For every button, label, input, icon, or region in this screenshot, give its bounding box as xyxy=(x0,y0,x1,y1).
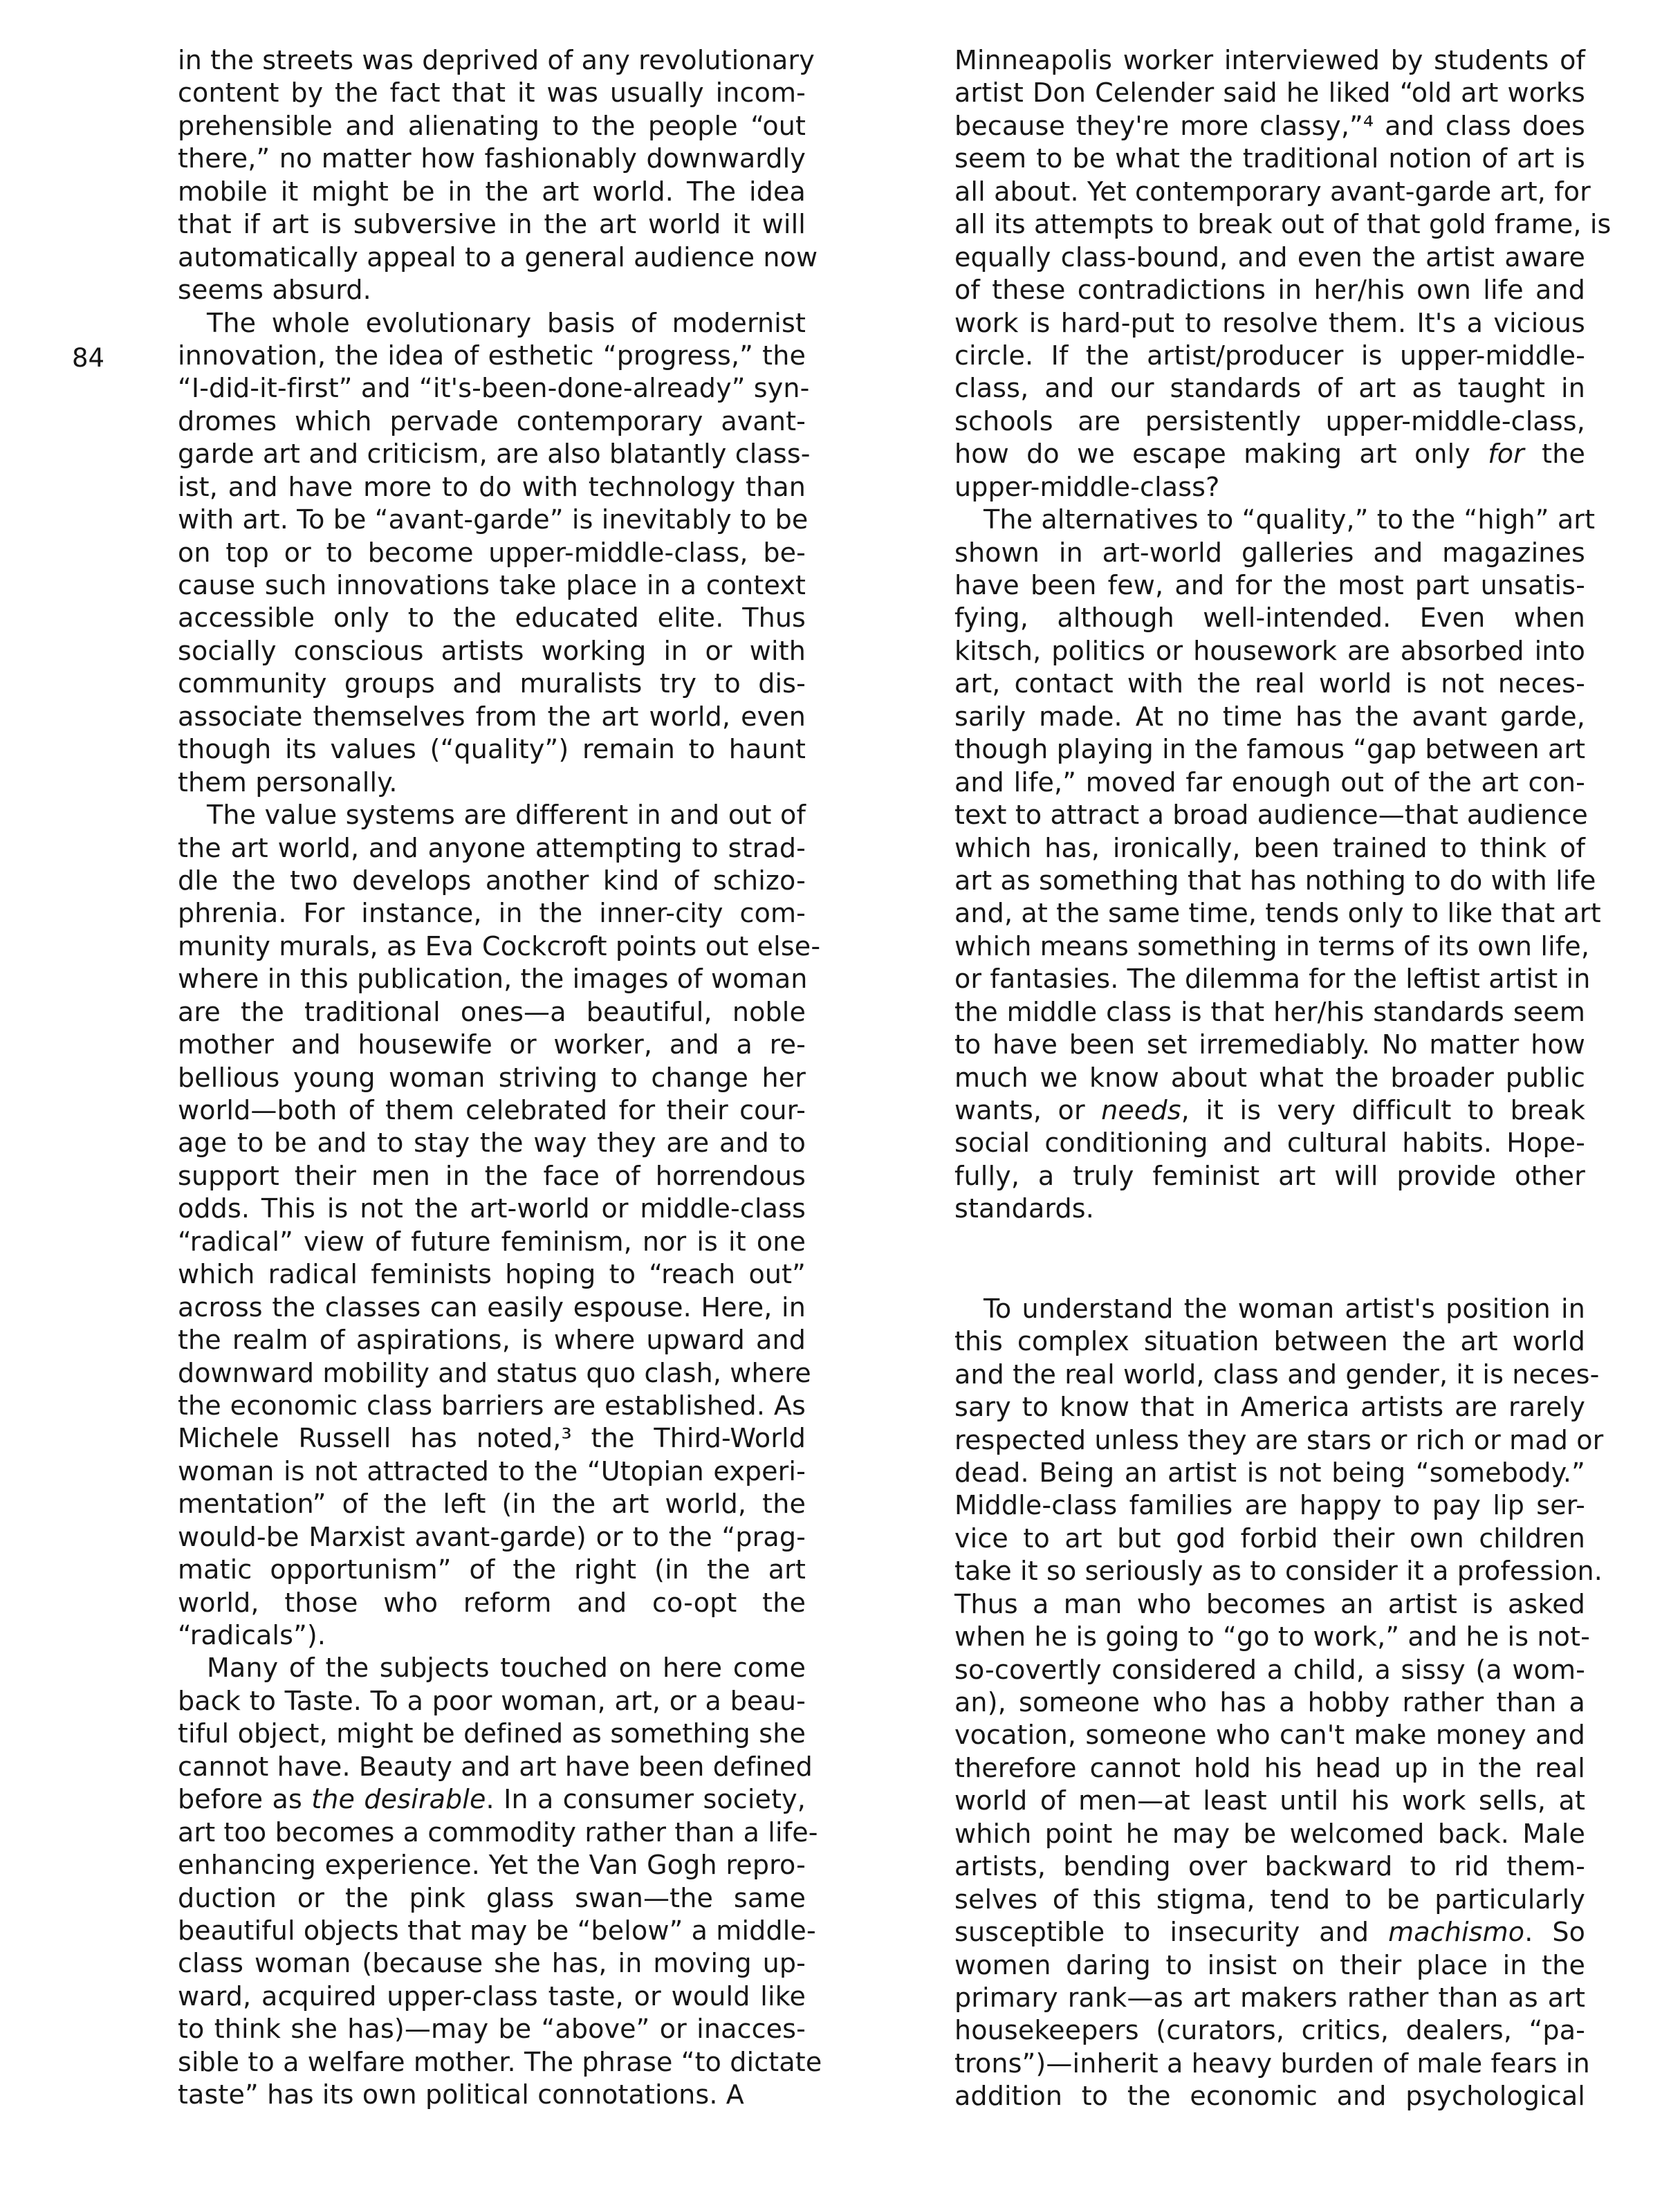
text-line: “I-did-it-first” and “it's-been-done-already” syn- xyxy=(178,373,810,404)
text-line: mobile it might be in the art world. The idea xyxy=(178,176,806,207)
text-line: vice to art but god forbid their own children xyxy=(954,1522,1585,1554)
text-line: of these contradictions in her/his own life and xyxy=(954,275,1585,306)
text-line: art, contact with the real world is not neces- xyxy=(954,668,1585,699)
text-line: or fantasies. The dilemma for the leftist artist in xyxy=(954,964,1591,995)
text-line: “radicals”). xyxy=(178,1620,326,1650)
text-line: before as the desirable. In a consumer society, xyxy=(178,1784,806,1815)
text-line: enhancing experience. Yet the Van Gogh repro- xyxy=(178,1850,806,1881)
text-line: duction or the pink glass swan—the same xyxy=(178,1882,806,1913)
text-line: automatically appeal to a general audience now xyxy=(178,241,818,273)
text-line: because they're more classy,”⁴ and class does xyxy=(954,110,1585,141)
text-line: “radical” view of future feminism, nor is it one xyxy=(178,1226,806,1257)
text-line: therefore cannot hold his head up in the real xyxy=(954,1752,1585,1783)
text-line: woman is not attracted to the “Utopian experi- xyxy=(178,1455,806,1487)
text-line: sible to a welfare mother. The phrase “to dictate xyxy=(178,2046,822,2077)
text-line: odds. This is not the art-world or middle-class xyxy=(178,1193,806,1224)
text-line: munity murals, as Eva Cockcroft points out else- xyxy=(178,930,821,961)
text-line: selves of this stigma, tend to be particularly xyxy=(954,1884,1585,1915)
text-line: ward, acquired upper-class taste, or would like xyxy=(178,1980,806,2012)
text-line: all its attempts to break out of that gold frame, is xyxy=(954,209,1612,240)
text-line: which has, ironically, been trained to think of xyxy=(954,832,1585,863)
text-line: kitsch, politics or housework are absorbed into xyxy=(954,635,1585,666)
text-line: taste” has its own political connotations. A xyxy=(178,2079,744,2110)
text-line: vocation, someone who can't make money and xyxy=(954,1720,1585,1751)
text-line: back to Taste. To a poor woman, art, or a beau- xyxy=(178,1685,806,1716)
left-text-column xyxy=(178,44,822,2112)
section-break xyxy=(954,1226,1585,1293)
text-line: an), someone who has a hobby rather than a xyxy=(954,1687,1585,1718)
text-line: art as something that has nothing to do with life xyxy=(954,865,1596,896)
text-line: world of men—at least until his work sells, at xyxy=(954,1785,1585,1816)
text-line: Middle-class families are happy to pay lip ser- xyxy=(954,1490,1585,1521)
text-line: that if art is subversive in the art world it will xyxy=(178,209,806,240)
text-line: ist, and have more to do with technology than xyxy=(178,471,806,502)
text-line: primary rank—as art makers rather than as art xyxy=(954,1982,1585,2013)
text-line: support their men in the face of horrendous xyxy=(178,1160,806,1191)
text-line: with art. To be “avant-garde” is inevitably to be xyxy=(178,504,809,535)
text-line: to think she has)—may be “above” or inacces- xyxy=(178,2014,806,2045)
text-line: which means something in terms of its own life, xyxy=(954,930,1590,961)
text-line: how do we escape making art only for the xyxy=(954,439,1585,470)
text-line: The value systems are different in and out of xyxy=(207,800,806,831)
text-line: Thus a man who becomes an artist is asked xyxy=(954,1588,1585,1619)
text-line: upper-middle-class? xyxy=(954,471,1220,502)
text-line: are the traditional ones—a beautiful, noble xyxy=(178,996,806,1027)
text-line: tiful object, might be defined as something she xyxy=(178,1718,806,1749)
text-line: Michele Russell has noted,³ the Third-World xyxy=(178,1423,806,1454)
text-line: where in this publication, the images of woman xyxy=(178,964,808,995)
text-line: on top or to become upper-middle-class, be- xyxy=(178,537,806,568)
text-line: to have been set irremediably. No matter how xyxy=(954,1029,1585,1060)
text-line: class woman (because she has, in moving up- xyxy=(178,1948,806,1979)
text-line: fully, a truly feminist art will provide other xyxy=(954,1160,1585,1191)
text-line: all about. Yet contemporary avant-garde art, for xyxy=(954,176,1591,207)
page-number: 84 xyxy=(72,343,105,373)
text-line: matic opportunism” of the right (in the art xyxy=(178,1554,806,1585)
text-line: so-covertly considered a child, a sissy (a wom- xyxy=(954,1654,1585,1685)
text-line: artist Don Celender said he liked “old art works xyxy=(954,77,1585,109)
text-line: innovation, the idea of esthetic “progress,” the xyxy=(178,340,806,371)
text-line: dle the two develops another kind of schizo- xyxy=(178,865,806,896)
text-line: work is hard-put to resolve them. It's a vicious xyxy=(954,307,1585,338)
text-line: cannot have. Beauty and art have been defined xyxy=(178,1751,813,1782)
text-line: housekeepers (curators, critics, dealers, “pa- xyxy=(954,2015,1585,2046)
text-line: accessible only to the educated elite. Thus xyxy=(178,602,806,634)
text-line: socially conscious artists working in or with xyxy=(178,635,806,666)
text-line: dead. Being an artist is not being “somebody.” xyxy=(954,1457,1585,1488)
text-line: community groups and muralists try to dis- xyxy=(178,668,806,699)
text-line: wants, or needs, it is very difficult to break xyxy=(954,1095,1585,1125)
text-line: Minneapolis worker interviewed by students of xyxy=(954,45,1585,75)
text-line: text to attract a broad audience—that audience xyxy=(954,800,1588,831)
text-line: cause such innovations take place in a context xyxy=(178,570,806,600)
text-line: class, and our standards of art as taught in xyxy=(954,373,1585,404)
text-line: shown in art-world galleries and magazines xyxy=(954,537,1585,568)
text-line: prehensible and alienating to the people “out xyxy=(178,110,806,141)
text-line: age to be and to stay the way they are and to xyxy=(178,1128,806,1159)
text-line: though its values (“quality”) remain to haunt xyxy=(178,734,806,765)
text-line: phrenia. For instance, in the inner-city com- xyxy=(178,898,806,929)
text-line: there,” no matter how fashionably downwardly xyxy=(178,143,806,174)
text-line: sarily made. At no time has the avant garde, xyxy=(954,701,1585,732)
text-line: garde art and criticism, are also blatantly class- xyxy=(178,439,811,470)
text-line: Many of the subjects touched on here come xyxy=(207,1653,806,1684)
text-line: equally class-bound, and even the artist aware xyxy=(954,241,1585,273)
text-line: mother and housewife or worker, and a re- xyxy=(178,1029,806,1060)
text-line: world—both of them celebrated for their cour- xyxy=(178,1095,806,1125)
text-line: and, at the same time, tends only to like that art xyxy=(954,898,1601,929)
text-line: mentation” of the left (in the art world, the xyxy=(178,1489,806,1520)
text-line: trons”)—inherit a heavy burden of male fears in xyxy=(954,2048,1590,2079)
text-line: social conditioning and cultural habits. Hope- xyxy=(954,1128,1585,1159)
text-line: standards. xyxy=(954,1193,1094,1224)
text-line: dromes which pervade contemporary avant- xyxy=(178,405,806,436)
text-line: across the classes can easily espouse. Here, in xyxy=(178,1291,806,1323)
text-line: susceptible to insecurity and machismo. So xyxy=(954,1917,1586,1948)
text-line: world, those who reform and co-opt the xyxy=(178,1587,806,1618)
text-line: would-be Marxist avant-garde) or to the “prag- xyxy=(178,1521,806,1552)
text-line: and the real world, class and gender, it is neces- xyxy=(954,1359,1600,1390)
text-line: though playing in the famous “gap between art xyxy=(954,734,1586,765)
text-line: women daring to insist on their place in the xyxy=(954,1949,1585,1980)
text-line: the economic class barriers are established. As xyxy=(178,1390,806,1421)
text-line: have been few, and for the most part unsatis- xyxy=(954,570,1585,600)
text-line: art too becomes a commodity rather than a life- xyxy=(178,1816,818,1848)
text-line: artists, bending over backward to rid them- xyxy=(954,1851,1585,1882)
text-line: when he is going to “go to work,” and he is not- xyxy=(954,1621,1590,1653)
text-line: take it so seriously as to consider it a profession. xyxy=(954,1556,1603,1587)
text-line: which radical feminists hoping to “reach out” xyxy=(178,1259,806,1290)
text-line: this complex situation between the art world xyxy=(954,1326,1585,1357)
right-text-column xyxy=(954,44,1612,2113)
text-line: respected unless they are stars or rich or mad or xyxy=(954,1424,1604,1455)
text-line: them personally. xyxy=(178,766,398,798)
text-line: and life,” moved far enough out of the art con- xyxy=(954,766,1585,798)
text-line: the realm of aspirations, is where upward and xyxy=(178,1325,806,1356)
text-line: in the streets was deprived of any revolutionary xyxy=(178,45,815,75)
text-line: the middle class is that her/his standards seem xyxy=(954,996,1585,1027)
text-line: the art world, and anyone attempting to strad- xyxy=(178,832,806,863)
text-line: much we know about what the broader public xyxy=(954,1062,1585,1093)
text-line: bellious young woman striving to change her xyxy=(178,1062,806,1093)
text-line: content by the fact that it was usually incom- xyxy=(178,77,806,109)
text-line: associate themselves from the art world, even xyxy=(178,701,806,732)
text-line: schools are persistently upper-middle-class, xyxy=(954,405,1585,436)
text-line: circle. If the artist/producer is upper-middle- xyxy=(954,340,1585,371)
text-line: The whole evolutionary basis of modernist xyxy=(207,307,806,338)
text-line: The alternatives to “quality,” to the “high” art xyxy=(984,504,1596,535)
text-line: fying, although well-intended. Even when xyxy=(954,602,1585,634)
text-line: seem to be what the traditional notion of art is xyxy=(954,143,1585,174)
text-line: downward mobility and status quo clash, where xyxy=(178,1357,811,1388)
text-line: sary to know that in America artists are rarely xyxy=(954,1392,1585,1423)
text-line: beautiful objects that may be “below” a middle- xyxy=(178,1915,816,1946)
text-line: seems absurd. xyxy=(178,275,371,306)
text-line: addition to the economic and psychological xyxy=(954,2081,1585,2112)
text-line: To understand the woman artist's position in xyxy=(984,1293,1585,1324)
text-line: which point he may be welcomed back. Male xyxy=(954,1818,1585,1849)
